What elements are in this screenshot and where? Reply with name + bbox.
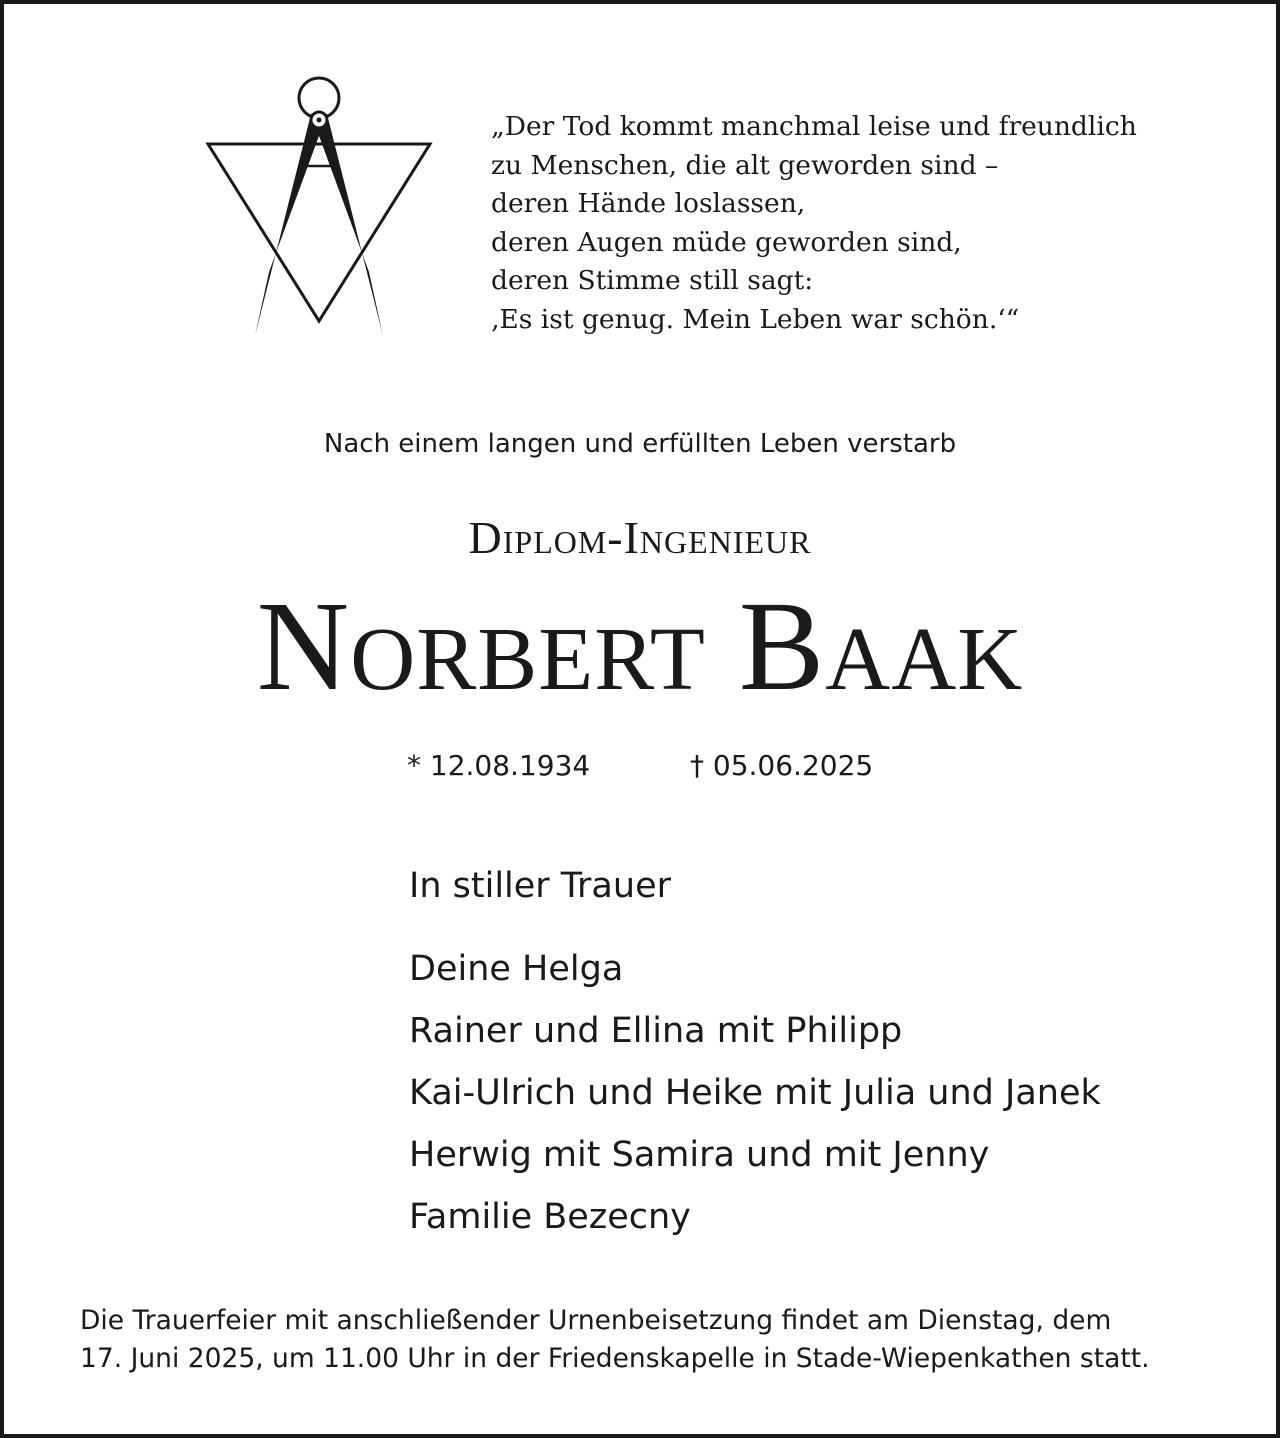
mourner-line: Familie Bezecny [409,1197,691,1237]
quote-line: ‚Es ist genug. Mein Leben war schön.‘“ [491,303,1020,335]
mourners-list [409,938,1101,1248]
quote-line: „Der Tod kommt manchmal leise und freundlich [491,111,1137,142]
quote-line: deren Stimme still sagt: [491,265,814,296]
ceremony-line: 17. Juni 2025, um 11.00 Uhr in der Friedenskapelle in Stade-Wiepenkathen statt. [80,1343,1150,1374]
quote-line: deren Augen müde geworden sind, [491,226,962,258]
mourning-heading: In stiller Trauer [409,866,671,906]
mourner-line: Kai-Ulrich und Heike mit Julia und Janek [409,1073,1101,1113]
compass-triangle-icon [200,74,436,342]
birth-date: * 12.08.1934 [407,749,591,782]
mourner-line: Deine Helga [409,949,624,989]
deceased-name: Norbert Baak [256,575,1024,717]
intro-text: Nach einem langen und erfüllten Leben verstarb [323,429,957,459]
mourner-line: Rainer und Ellina mit Philipp [409,1011,903,1051]
ceremony-info [80,1302,1210,1378]
quote [491,108,1137,339]
mourner-line: Herwig mit Samira und mit Jenny [409,1135,990,1175]
quote-line: zu Menschen, die alt geworden sind – [491,149,999,181]
death-date: † 05.06.2025 [690,749,874,782]
deceased-title: Diplom-Ingenieur [468,512,812,563]
ceremony-line: Die Trauerfeier mit anschließender Urnenbeisetzung findet am Dienstag, dem [80,1305,1112,1336]
quote-line: deren Hände loslassen, [491,188,806,219]
